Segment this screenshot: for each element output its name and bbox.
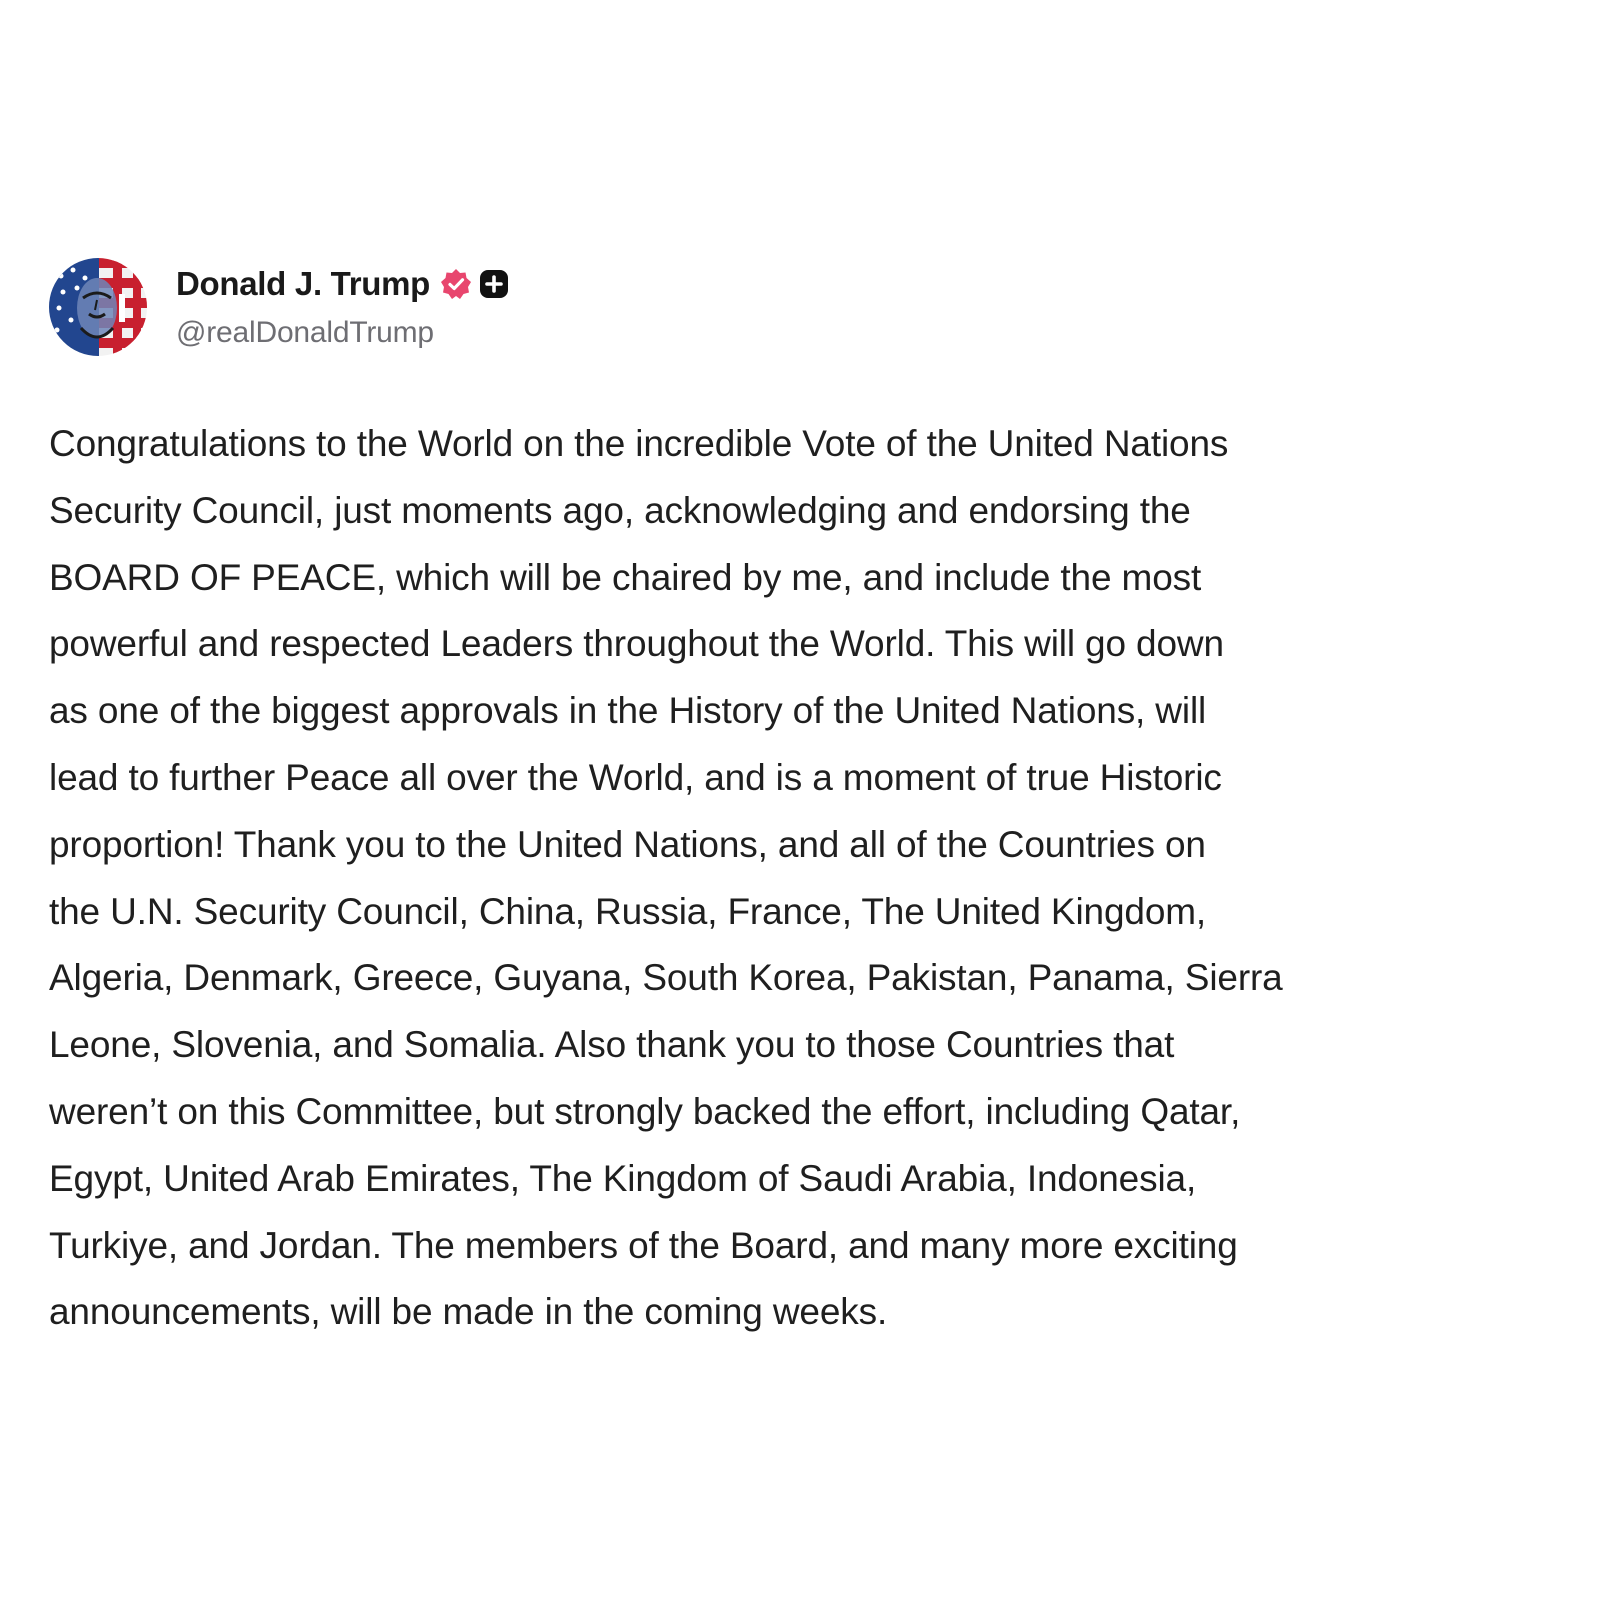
author-identity — [176, 264, 510, 350]
plus-badge-icon — [478, 268, 510, 300]
post-body-line: lead to further Peace all over the World, and is a moment of true Historic — [49, 756, 1222, 798]
post-body-line: weren’t on this Committee, but strongly backed the effort, including Qatar, — [49, 1090, 1241, 1132]
post-body-line: BOARD OF PEACE, which will be chaired by me, and include the most — [49, 556, 1202, 598]
post-body-line: Egypt, United Arab Emirates, The Kingdom of Saudi Arabia, Indonesia, — [49, 1157, 1197, 1199]
verified-badge-icon — [440, 268, 472, 300]
post-body-line: powerful and respected Leaders throughout the World. This will go down — [49, 623, 1224, 665]
post-body-line: Algeria, Denmark, Greece, Guyana, South Korea, Pakistan, Panama, Sierra — [49, 957, 1283, 999]
post-body-line: proportion! Thank you to the United Nations, and all of the Countries on — [49, 823, 1206, 865]
post-body-line: as one of the biggest approvals in the History of the United Nations, will — [49, 690, 1207, 732]
post-body-line: announcements, will be made in the coming weeks. — [49, 1291, 888, 1333]
flag-portrait-avatar-icon — [49, 258, 147, 356]
post-body-line: Leone, Slovenia, and Somalia. Also thank you to those Countries that — [49, 1024, 1175, 1066]
author-handle[interactable]: @realDonaldTrump — [176, 316, 434, 349]
display-name[interactable]: Donald J. Trump — [176, 265, 431, 302]
name-row — [176, 264, 510, 304]
post-body-line: Security Council, just moments ago, acknowledging and endorsing the — [49, 489, 1191, 531]
post-body — [49, 411, 1559, 1346]
avatar[interactable] — [49, 258, 147, 356]
post-body-line: the U.N. Security Council, China, Russia, France, The United Kingdom, — [49, 890, 1207, 932]
post-card — [49, 255, 1559, 1346]
post-body-line: Turkiye, and Jordan. The members of the Board, and many more exciting — [49, 1224, 1238, 1266]
post-header — [49, 255, 1559, 359]
post-body-line: Congratulations to the World on the incredible Vote of the United Nations — [49, 423, 1229, 464]
